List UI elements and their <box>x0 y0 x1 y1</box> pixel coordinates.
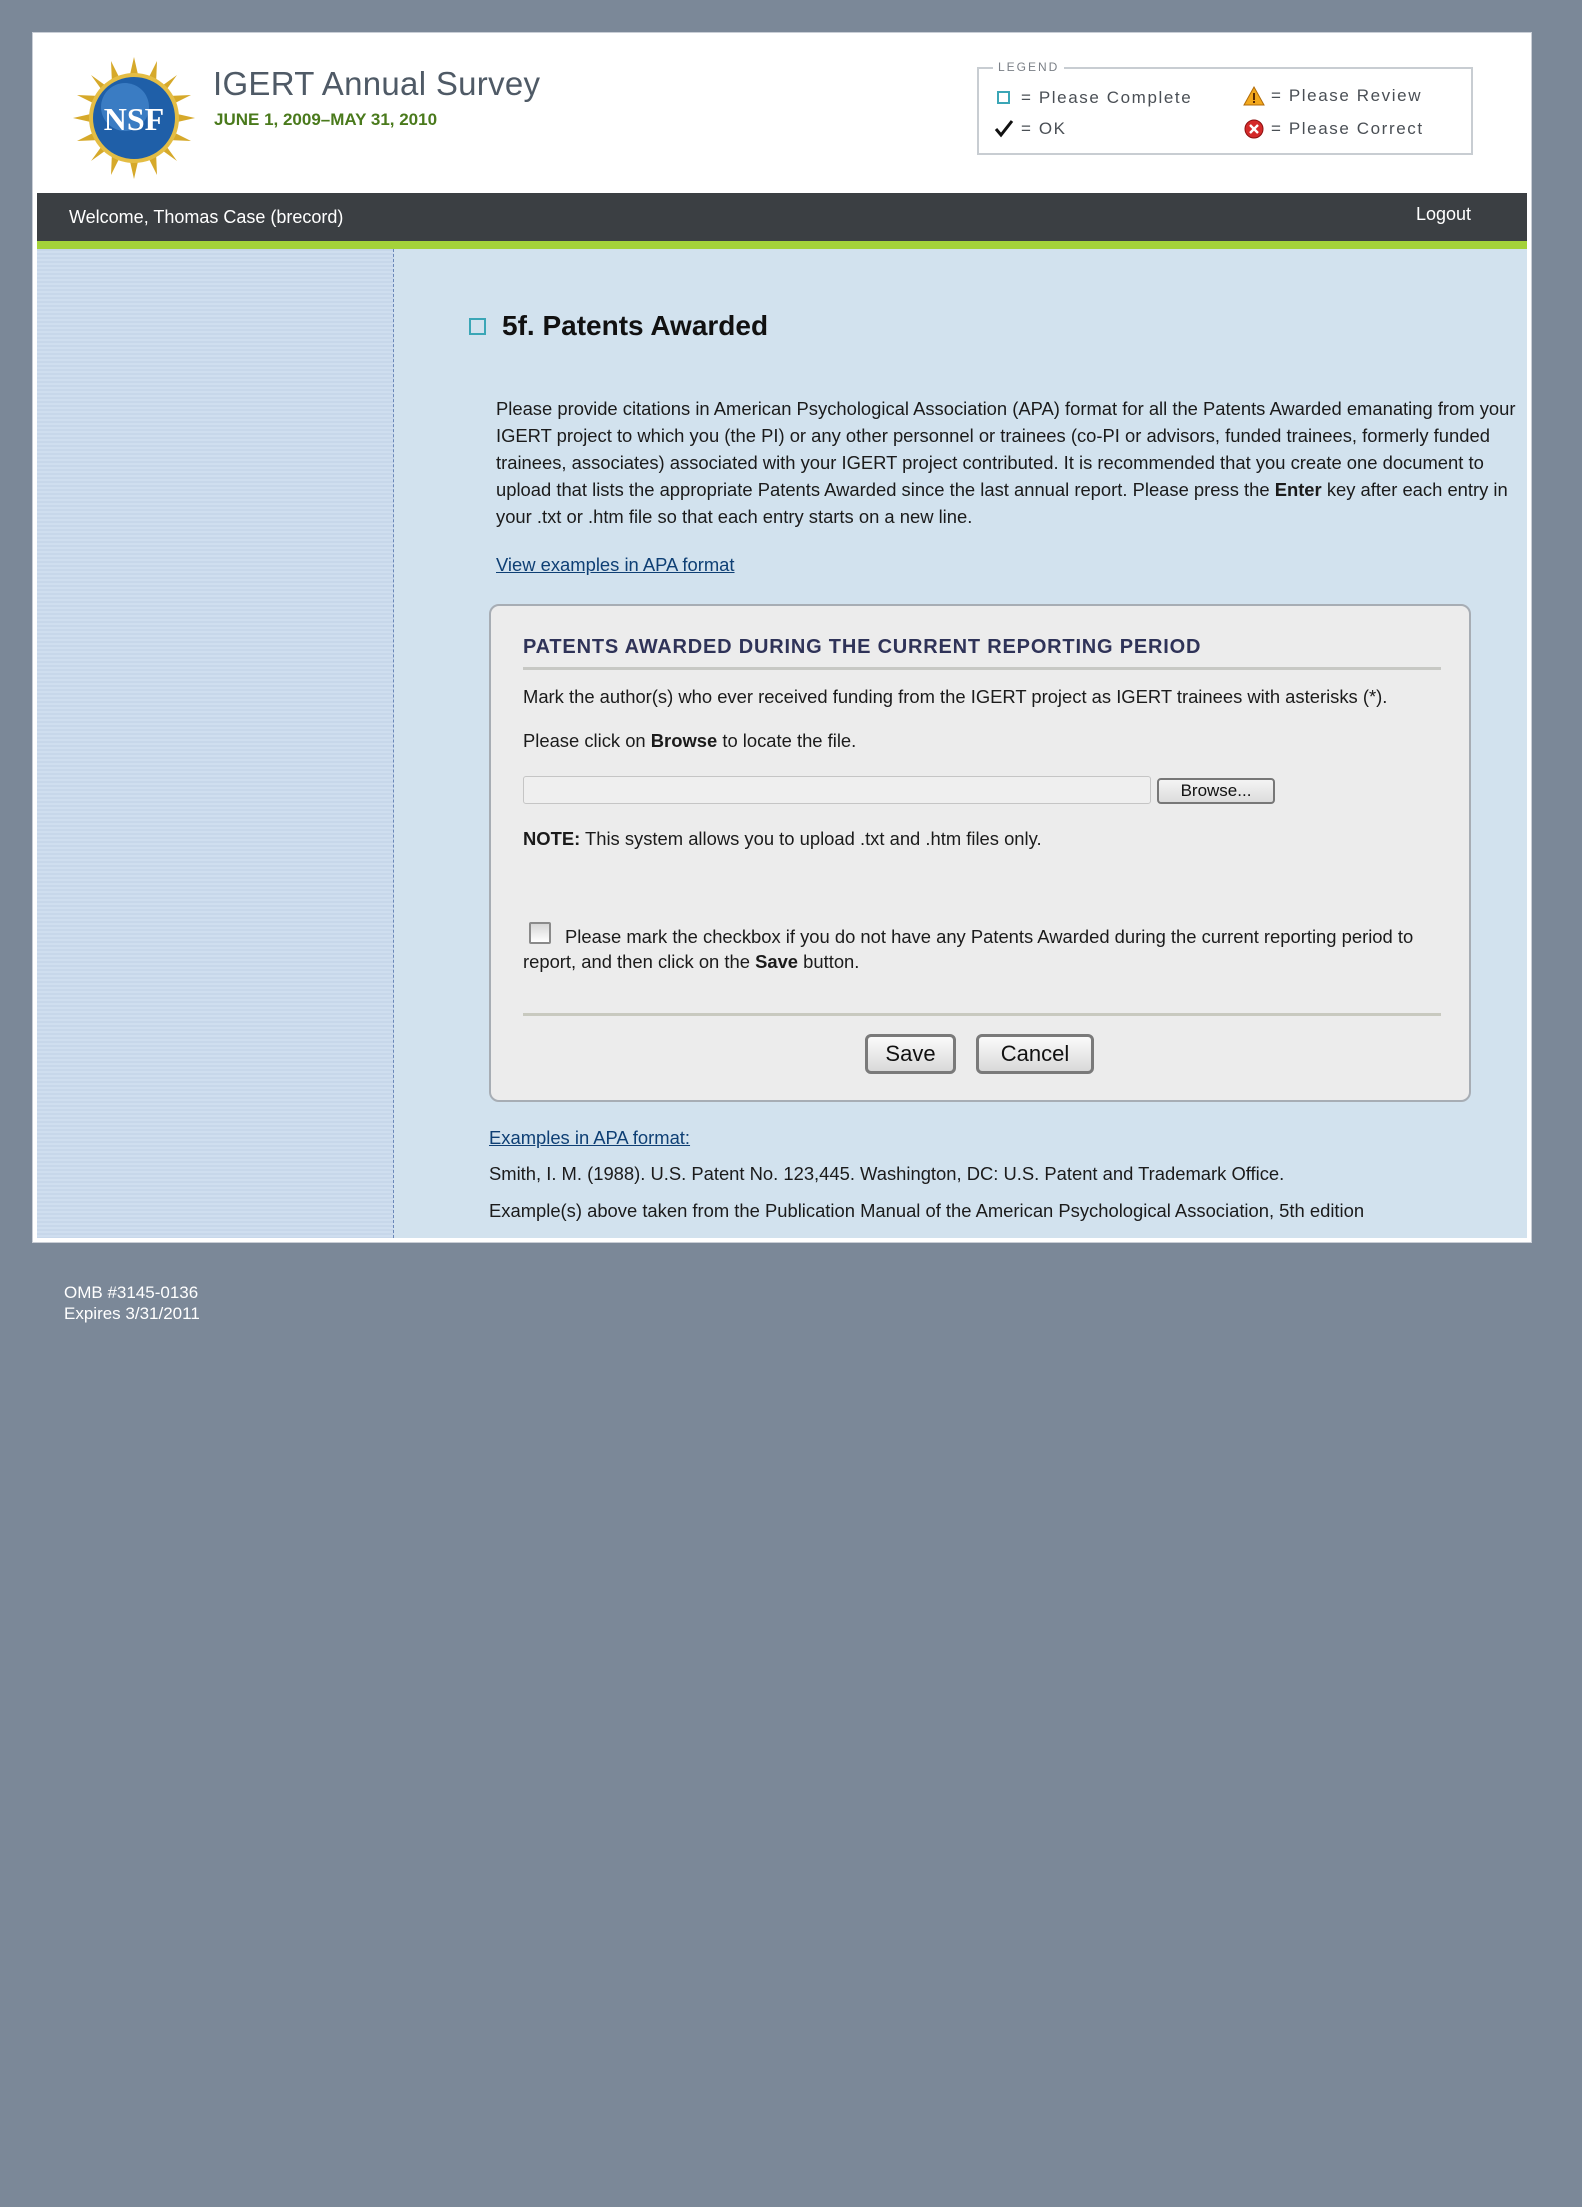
top-navbar <box>37 193 1527 241</box>
no-patents-text: Please mark the checkbox if you do not have any Patents Awarded during the current reporting period to report, and then click on the <box>523 926 1414 972</box>
legend-item-ok <box>993 118 1067 140</box>
header <box>37 33 1527 193</box>
panel-divider <box>523 1013 1441 1016</box>
app-title: IGERT Annual Survey <box>213 65 541 102</box>
browse-instruction-text: Please click on <box>523 730 651 751</box>
note-label: NOTE: <box>523 828 581 849</box>
sidebar <box>37 249 394 1238</box>
no-patents-checkbox[interactable] <box>529 922 551 944</box>
browse-button[interactable]: Browse... <box>1157 778 1275 804</box>
omb-number: OMB #3145-0136 <box>64 1283 199 1302</box>
browse-instruction-bold: Browse <box>650 730 718 751</box>
warning-triangle-icon <box>1243 85 1265 107</box>
legend-item-please-complete <box>993 87 1192 109</box>
no-patents-label <box>523 924 1423 974</box>
example-source-note: Example(s) above taken from the Publication Manual of the American Psychological Association, 5th edition <box>489 1200 1365 1221</box>
file-path-input[interactable] <box>523 776 1151 804</box>
upload-note <box>523 828 1042 850</box>
legend-item-please-correct <box>1243 118 1424 140</box>
save-button[interactable]: Save <box>865 1034 956 1074</box>
red-x-circle-icon <box>1243 118 1265 140</box>
checkmark-icon <box>993 118 1015 140</box>
example-citation: Smith, I. M. (1988). U.S. Patent No. 123,445. Washington, DC: U.S. Patent and Trademark Office. <box>489 1163 1285 1184</box>
examples-link[interactable]: Examples in APA format: <box>489 1127 691 1148</box>
browse-instruction <box>523 730 856 752</box>
accent-divider <box>37 241 1527 249</box>
survey-inner <box>37 33 1527 1238</box>
legend-label: = OK <box>1021 119 1067 138</box>
intro-paragraph <box>496 395 1516 530</box>
legend-label: = Please Complete <box>1021 88 1193 107</box>
footer <box>64 1282 200 1324</box>
section-title-text: 5f. Patents Awarded <box>502 310 769 341</box>
logo-text: NSF <box>103 101 165 137</box>
mark-instruction: Mark the author(s) who ever received funding from the IGERT project as IGERT trainees with asterisks (*). <box>523 686 1388 707</box>
legend-item-please-review <box>1243 85 1422 107</box>
note-text: This system allows you to upload .txt and .htm files only. <box>580 828 1042 849</box>
intro-text: Please provide citations in American Psychological Association (APA) format for all the Patents Awarded emanating from your IGERT project to which you (the PI) or any other personnel or trainees (co-PI or advisors, funded trainees, formerly funded trainees, associates) associated with your IGERT project contributed. It is recommended that you create one document to upload that lists the appropriate Patents Awarded since the last annual report. Please press the <box>496 398 1516 500</box>
main-content <box>394 249 1527 1238</box>
intro-text-end: key after each entry in your .txt or .htm file so that each entry starts on a new line. <box>496 479 1508 527</box>
no-patents-end: button. <box>798 951 860 972</box>
section-title <box>469 310 768 342</box>
panel-title: PATENTS AWARDED DURING THE CURRENT REPORTING PERIOD <box>523 636 1441 670</box>
expiration-date: Expires 3/31/2011 <box>64 1304 200 1323</box>
cancel-button[interactable]: Cancel <box>976 1034 1094 1074</box>
legend <box>977 60 1473 155</box>
view-examples-link[interactable]: View examples in APA format <box>496 554 735 575</box>
welcome-message: Welcome, Thomas Case (brecord) <box>69 207 344 227</box>
status-please-complete-icon <box>469 318 486 335</box>
legend-label: = Please Correct <box>1271 119 1424 138</box>
legend-label: = Please Review <box>1271 86 1423 105</box>
legend-title: LEGEND <box>993 60 1064 74</box>
logout-link[interactable]: Logout <box>1415 204 1471 224</box>
survey-period: JUNE 1, 2009–MAY 31, 2010 <box>214 110 438 129</box>
browse-instruction-end: to locate the file. <box>717 730 857 751</box>
no-patents-bold: Save <box>755 951 799 972</box>
square-outline-icon <box>993 87 1015 109</box>
nsf-logo-icon <box>73 57 195 179</box>
upload-panel <box>489 604 1471 1102</box>
survey-frame <box>32 32 1532 1243</box>
intro-bold-key: Enter <box>1274 479 1322 500</box>
